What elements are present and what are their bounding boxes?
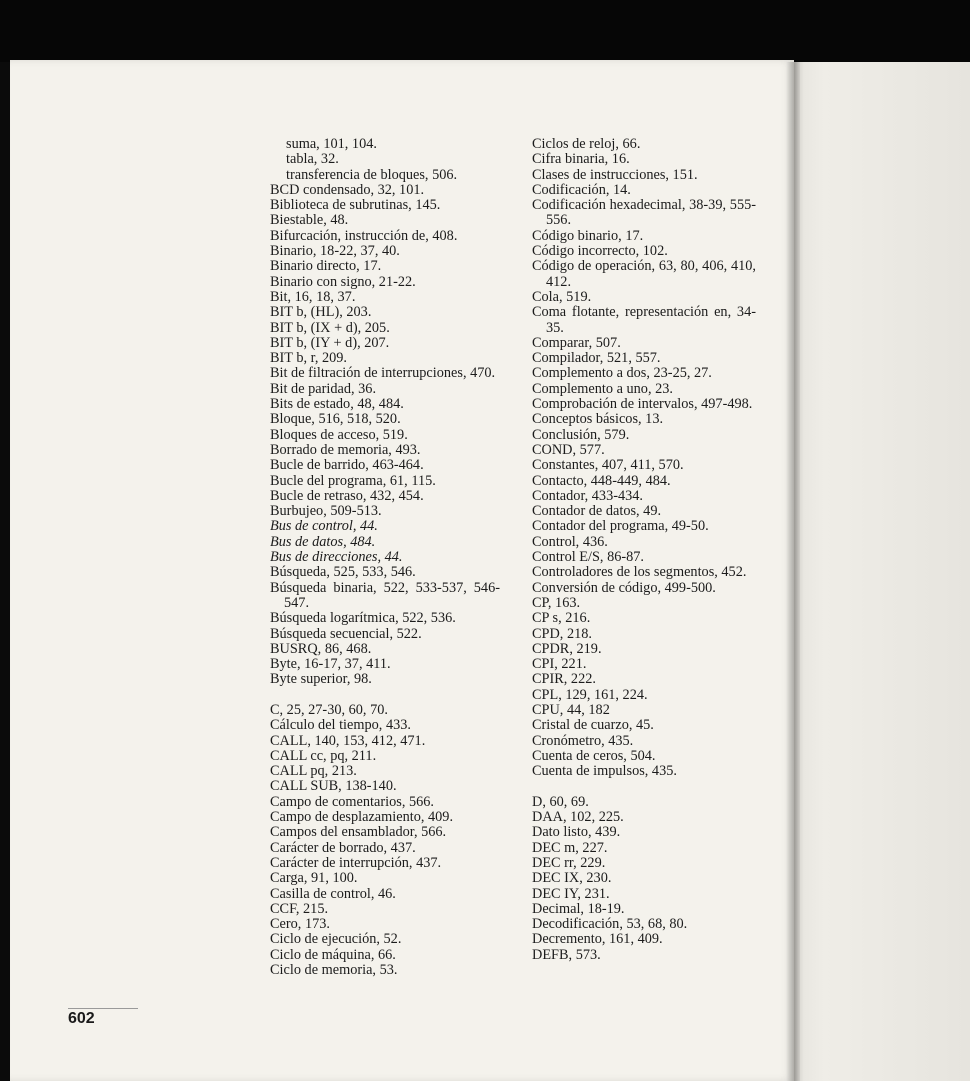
index-entry: Contador, 433-434. (532, 487, 644, 504)
index-entry: DAA, 102, 225. (532, 809, 624, 826)
index-entry: BCD condensado, 32, 101. (270, 181, 425, 198)
index-entry: Campo de desplazamiento, 409. (270, 809, 454, 826)
index-entry: Bus de control, 44. (270, 518, 378, 535)
index-entry: Conversión de código, 499-500. (532, 579, 716, 596)
index-entry: Cero, 173. (270, 916, 330, 933)
index-entry: Contador del programa, 49-50. (532, 518, 709, 535)
index-entry: Búsqueda secuencial, 522. (270, 625, 422, 642)
index-entry: D, 60, 69. (532, 793, 589, 810)
index-entry: Cuenta de impulsos, 435. (532, 763, 677, 780)
index-entry: Byte superior, 98. (270, 671, 372, 688)
index-entry: Bits de estado, 48, 484. (270, 396, 404, 413)
index-entry: Binario directo, 17. (270, 258, 382, 275)
index-entry: Cristal de cuarzo, 45. (532, 717, 654, 734)
section-gap (270, 688, 500, 703)
index-entry: CALL SUB, 138-140. (270, 778, 397, 795)
index-entry: CPI, 221. (532, 656, 587, 673)
index-entry: Bifurcación, instrucción de, 408. (270, 227, 458, 244)
index-entry: Carácter de borrado, 437. (270, 839, 416, 856)
index-entry: Dato listo, 439. (532, 824, 621, 841)
index-entry: Búsqueda binaria, 522, 533-537, 546-547. (270, 579, 500, 611)
index-entry: Binario, 18-22, 37, 40. (270, 243, 400, 260)
index-entry: Biestable, 48. (270, 212, 349, 229)
index-entry: Campo de comentarios, 566. (270, 793, 434, 810)
index-entry: Bus de direcciones, 44. (270, 549, 403, 566)
index-entry: Complemento a dos, 23-25, 27. (532, 365, 712, 382)
index-entry: Bit, 16, 18, 37. (270, 288, 356, 305)
index-entry: DEC IX, 230. (532, 870, 612, 887)
index-entry: Cálculo del tiempo, 433. (270, 717, 411, 734)
index-entry: CPIR, 222. (532, 671, 596, 688)
index-entry: DEC m, 227. (532, 839, 608, 856)
index-entry: Código incorrecto, 102. (532, 243, 668, 260)
index-entry: Comprobación de intervalos, 497-498. (532, 396, 753, 413)
index-entry: Compilador, 521, 557. (532, 350, 661, 367)
index-entry: Búsqueda, 525, 533, 546. (270, 564, 416, 581)
index-entry: BIT b, (IX + d), 205. (270, 319, 390, 336)
index-entry: BUSRQ, 86, 468. (270, 640, 372, 657)
index-entry: Ciclo de ejecución, 52. (270, 931, 402, 948)
index-column-right (532, 137, 756, 963)
index-entry: Borrado de memoria, 493. (270, 441, 421, 458)
index-entry: Controladores de los segmentos, 452. (532, 564, 747, 581)
index-entry: Carga, 91, 100. (270, 870, 358, 887)
index-entry: Cuenta de ceros, 504. (532, 747, 656, 764)
index-entry: Campos del ensamblador, 566. (270, 824, 447, 841)
index-entry: CPD, 218. (532, 625, 592, 642)
index-entry: Conceptos básicos, 13. (532, 411, 664, 428)
index-entry: suma, 101, 104. (286, 136, 377, 152)
index-column-left (270, 137, 500, 978)
index-entry: COND, 577. (532, 441, 605, 458)
section-gap (532, 779, 756, 794)
index-entry: Codificación hexadecimal, 38-39, 555-556. (532, 197, 756, 229)
index-entry: Binario con signo, 21-22. (270, 273, 416, 290)
index-entry: BIT b, (IY + d), 207. (270, 334, 390, 351)
index-entry: Biblioteca de subrutinas, 145. (270, 197, 441, 214)
index-entry: CCF, 215. (270, 900, 329, 917)
index-entry: Bloque, 516, 518, 520. (270, 411, 401, 428)
index-entry: Contador de datos, 49. (532, 503, 662, 520)
index-entry: Código de operación, 63, 80, 406, 410, 412. (532, 258, 756, 290)
index-entry: DEC IY, 231. (532, 885, 610, 902)
index-entry: Coma flotante, representación en, 34-35. (532, 304, 756, 336)
index-entry: Control, 436. (532, 533, 608, 550)
index-entry: Carácter de interrupción, 437. (270, 854, 442, 871)
index-entry: Bus de datos, 484. (270, 533, 376, 550)
index-entry: Cifra binaria, 16. (532, 151, 630, 168)
index-entry: Bucle de retraso, 432, 454. (270, 487, 424, 504)
index-entry: Código binario, 17. (532, 227, 644, 244)
index-entry: Conclusión, 579. (532, 426, 630, 443)
index-entry: tabla, 32. (286, 151, 339, 168)
index-entry: BIT b, r, 209. (270, 350, 347, 367)
index-entry: DEFB, 573. (532, 946, 601, 963)
index-entry: CALL cc, pq, 211. (270, 747, 377, 764)
index-entry: Decodificación, 53, 68, 80. (532, 916, 688, 933)
index-entry: Bucle del programa, 61, 115. (270, 472, 436, 489)
index-entry: Bloques de acceso, 519. (270, 426, 408, 443)
index-entry: Casilla de control, 46. (270, 885, 396, 902)
index-entry: CALL, 140, 153, 412, 471. (270, 732, 426, 749)
index-entry: CPU, 44, 182 (532, 701, 610, 718)
index-entry: CALL pq, 213. (270, 763, 357, 780)
index-entry: Búsqueda logarítmica, 522, 536. (270, 610, 456, 627)
index-entry: Cola, 519. (532, 288, 592, 305)
index-entry: Complemento a uno, 23. (532, 380, 673, 397)
index-entry: Codificación, 14. (532, 181, 631, 198)
index-entry: CP, 163. (532, 594, 581, 611)
index-entry: Contacto, 448-449, 484. (532, 472, 671, 489)
index-entry: Ciclo de memoria, 53. (270, 962, 398, 979)
index-entry: Byte, 16-17, 37, 411. (270, 656, 391, 673)
index-entry: Cronómetro, 435. (532, 732, 634, 749)
index-entry: Control E/S, 86-87. (532, 549, 644, 566)
index-entry: Ciclo de máquina, 66. (270, 946, 396, 963)
index-entry: Ciclos de reloj, 66. (532, 136, 641, 152)
index-entry: transferencia de bloques, 506. (286, 166, 458, 183)
index-entry: Bit de paridad, 36. (270, 380, 377, 397)
facing-page (794, 62, 970, 1081)
index-entry: BIT b, (HL), 203. (270, 304, 372, 321)
index-entry: Bit de filtración de interrupciones, 470. (270, 365, 496, 382)
index-entry: Decimal, 18-19. (532, 900, 625, 917)
page-number: 602 (68, 1010, 95, 1027)
index-entry: Burbujeo, 509-513. (270, 503, 382, 520)
index-entry: Decremento, 161, 409. (532, 931, 663, 948)
index-entry: CPL, 129, 161, 224. (532, 686, 648, 703)
index-entry: Constantes, 407, 411, 570. (532, 457, 684, 474)
page-fold-shadow (786, 62, 800, 1081)
index-entry: Bucle de barrido, 463-464. (270, 457, 424, 474)
scan-top-border (0, 0, 970, 62)
index-entry: CPDR, 219. (532, 640, 602, 657)
index-entry: DEC rr, 229. (532, 854, 606, 871)
index-entry: Clases de instrucciones, 151. (532, 166, 698, 183)
index-entry: Comparar, 507. (532, 334, 621, 351)
index-entry: C, 25, 27-30, 60, 70. (270, 701, 388, 718)
page-number-rule (68, 1008, 138, 1009)
index-entry: CP s, 216. (532, 610, 591, 627)
